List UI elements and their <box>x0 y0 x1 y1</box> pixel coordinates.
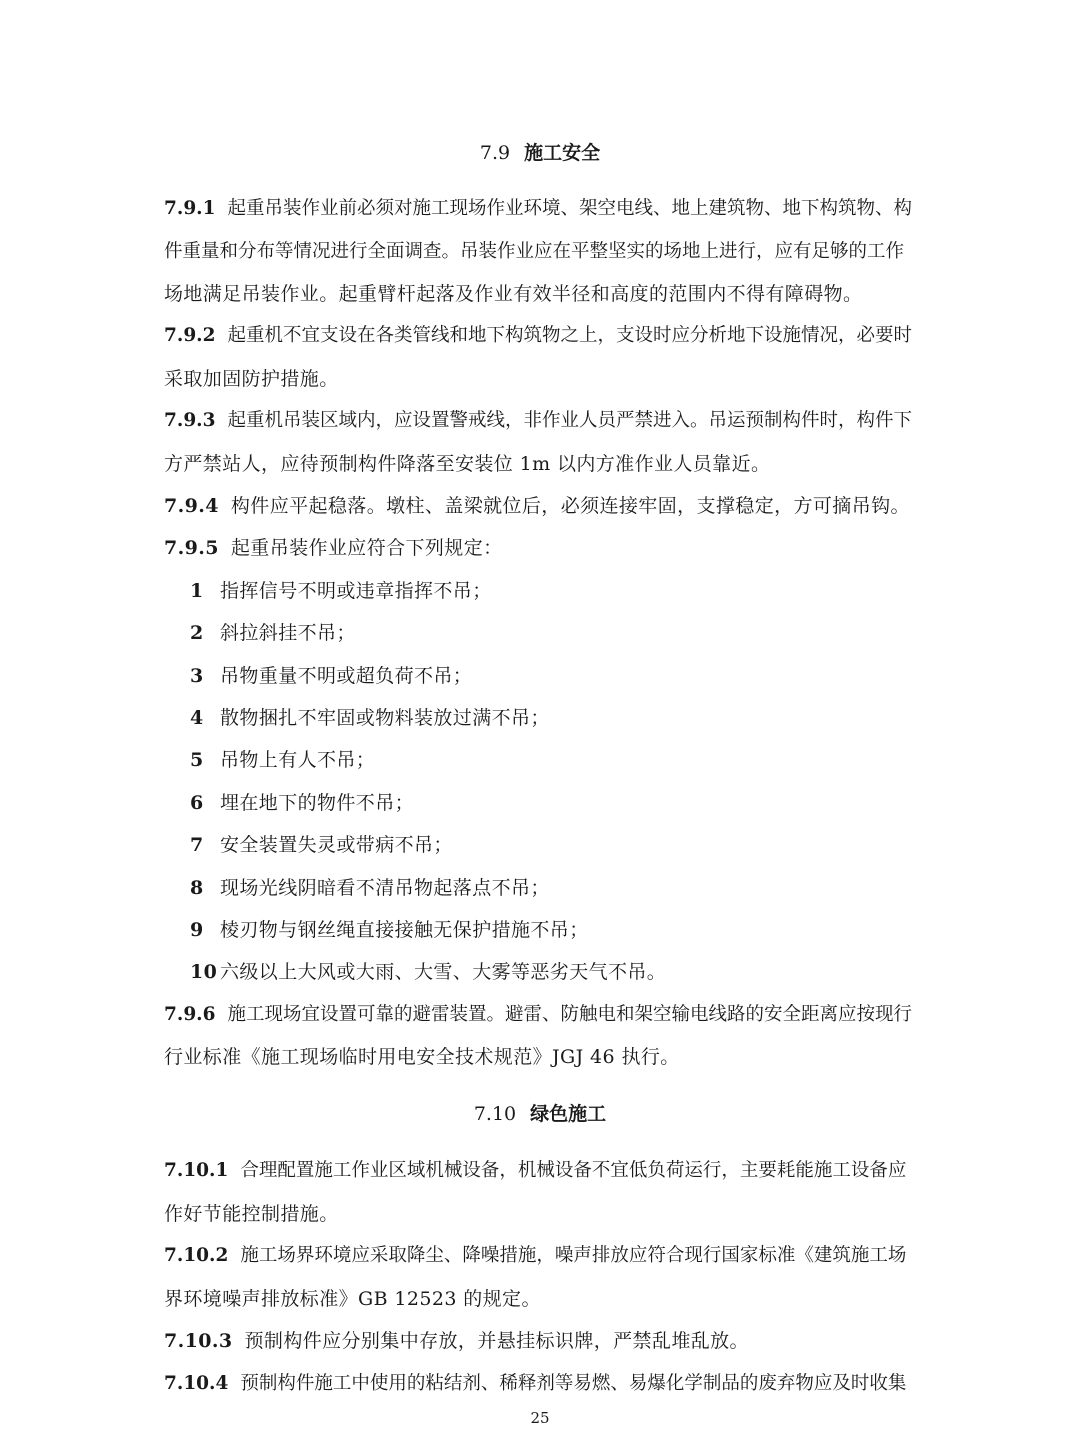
clause-number: 7.9.2 <box>164 325 216 346</box>
clause-number: 7.10.1 <box>164 1160 229 1181</box>
clause-7-9-5-line-1 <box>164 536 924 560</box>
clause-7-9-4-line-1 <box>164 494 924 518</box>
clause-text: 合理配置施工作业区域机械设备，机械设备不宜低负荷运行，主要耗能施工设备应 <box>240 1160 907 1181</box>
list-item <box>190 621 920 645</box>
list-item-number: 3 <box>190 665 204 687</box>
list-item-number: 1 <box>190 580 204 602</box>
list-item-text: 指挥信号不明或违章指挥不吊； <box>220 580 492 602</box>
clause-number: 7.10.3 <box>164 1330 233 1352</box>
list-item-text: 吊物重量不明或超负荷不吊； <box>220 665 473 687</box>
list-item-number: 4 <box>190 707 204 729</box>
list-item-number: 9 <box>190 919 204 941</box>
clause-7-9-2-line-1 <box>164 324 924 348</box>
list-item-number: 6 <box>190 792 204 814</box>
clause-text: 施工现场宜设置可靠的避雷装置。避雷、防触电和架空输电线路的安全距离应按现行 <box>227 1004 913 1025</box>
clause-number: 7.10.4 <box>164 1373 229 1394</box>
clause-number: 7.9.5 <box>164 537 219 559</box>
clause-text: 起重吊装作业应符合下列规定： <box>230 537 503 559</box>
page-number: 25 <box>530 1409 550 1427</box>
list-item-text: 六级以上大风或大雨、大雪、大雾等恶劣天气不吊。 <box>220 961 667 983</box>
clause-7-9-2-line-2: 采取加固防护措施。 <box>164 368 339 390</box>
clause-7-9-3-line-1 <box>164 409 924 433</box>
list-item <box>190 579 920 603</box>
list-item-text: 散物捆扎不牢固或物料装放过满不吊； <box>220 707 550 729</box>
clause-7-10-2-line-2: 界环境噪声排放标准》GB 12523 的规定。 <box>164 1288 541 1310</box>
list-item-text: 斜拉斜挂不吊； <box>220 622 356 644</box>
clause-text: 施工场界环境应采取降尘、降噪措施，噪声排放应符合现行国家标准《建筑施工场 <box>240 1245 907 1266</box>
list-item-number: 8 <box>190 877 204 899</box>
list-item-number: 10 <box>190 961 218 983</box>
clause-7-10-2-line-1 <box>164 1244 924 1268</box>
section-number: 7.10 <box>473 1103 517 1125</box>
section-number: 7.9 <box>479 142 511 164</box>
section-heading-7-9 <box>0 141 1080 165</box>
clause-number: 7.9.4 <box>164 495 219 517</box>
list-item <box>190 833 920 857</box>
list-item-text: 安全装置失灵或带病不吊； <box>220 834 453 856</box>
list-item-number: 5 <box>190 749 204 771</box>
list-item-number: 7 <box>190 834 204 856</box>
list-item-text: 棱刃物与钢丝绳直接接触无保护措施不吊； <box>220 919 589 941</box>
clause-7-10-1-line-1 <box>164 1159 924 1183</box>
list-item <box>190 876 920 900</box>
list-item <box>190 748 920 772</box>
list-item <box>190 664 920 688</box>
list-item-text: 现场光线阴暗看不清吊物起落点不吊； <box>220 877 550 899</box>
clause-text: 预制构件施工中使用的粘结剂、稀释剂等易燃、易爆化学制品的废弃物应及时收集 <box>240 1373 907 1394</box>
list-item <box>190 791 920 815</box>
clause-text: 构件应平起稳落。墩柱、盖梁就位后，必须连接牢固，支撑稳定，方可摘吊钩。 <box>230 495 910 517</box>
list-item <box>190 706 920 730</box>
section-title: 施工安全 <box>524 142 601 164</box>
clause-text: 预制构件应分别集中存放，并悬挂标识牌，严禁乱堆乱放。 <box>244 1330 749 1352</box>
clause-7-10-4-line-1 <box>164 1372 924 1396</box>
section-heading-7-10 <box>0 1102 1080 1126</box>
clause-7-9-6-line-1 <box>164 1003 924 1027</box>
clause-7-10-3-line-1 <box>164 1329 924 1353</box>
clause-7-10-1-line-2: 作好节能控制措施。 <box>164 1203 339 1225</box>
clause-number: 7.9.6 <box>164 1004 216 1025</box>
clause-7-9-1-line-2: 件重量和分布等情况进行全面调查。吊装作业应在平整坚实的场地上进行，应有足够的工作 <box>164 241 905 262</box>
list-item-number: 2 <box>190 622 204 644</box>
clause-text: 起重机吊装区域内，应设置警戒线，非作业人员严禁进入。吊运预制构件时，构件下 <box>227 410 913 431</box>
list-item-text: 埋在地下的物件不吊； <box>220 792 415 814</box>
clause-number: 7.9.1 <box>164 198 216 219</box>
clause-7-9-6-line-2: 行业标准《施工现场临时用电安全技术规范》JGJ 46 执行。 <box>164 1046 680 1068</box>
clause-text: 起重吊装作业前必须对施工现场作业环境、架空电线、地上建筑物、地下构筑物、构 <box>227 198 913 219</box>
clause-number: 7.9.3 <box>164 410 216 431</box>
list-item <box>190 918 920 942</box>
clause-number: 7.10.2 <box>164 1245 229 1266</box>
clause-7-9-1-line-1 <box>164 197 924 221</box>
clause-7-9-3-line-2: 方严禁站人，应待预制构件降落至安装位 1m 以内方准作业人员靠近。 <box>164 453 771 475</box>
clause-7-9-1-line-3: 场地满足吊装作业。起重臂杆起落及作业有效半径和高度的范围内不得有障碍物。 <box>164 283 863 305</box>
section-title: 绿色施工 <box>530 1103 607 1125</box>
clause-text: 起重机不宜支设在各类管线和地下构筑物之上，支设时应分析地下设施情况，必要时 <box>227 325 913 346</box>
list-item <box>190 960 920 984</box>
list-item-text: 吊物上有人不吊； <box>220 749 376 771</box>
